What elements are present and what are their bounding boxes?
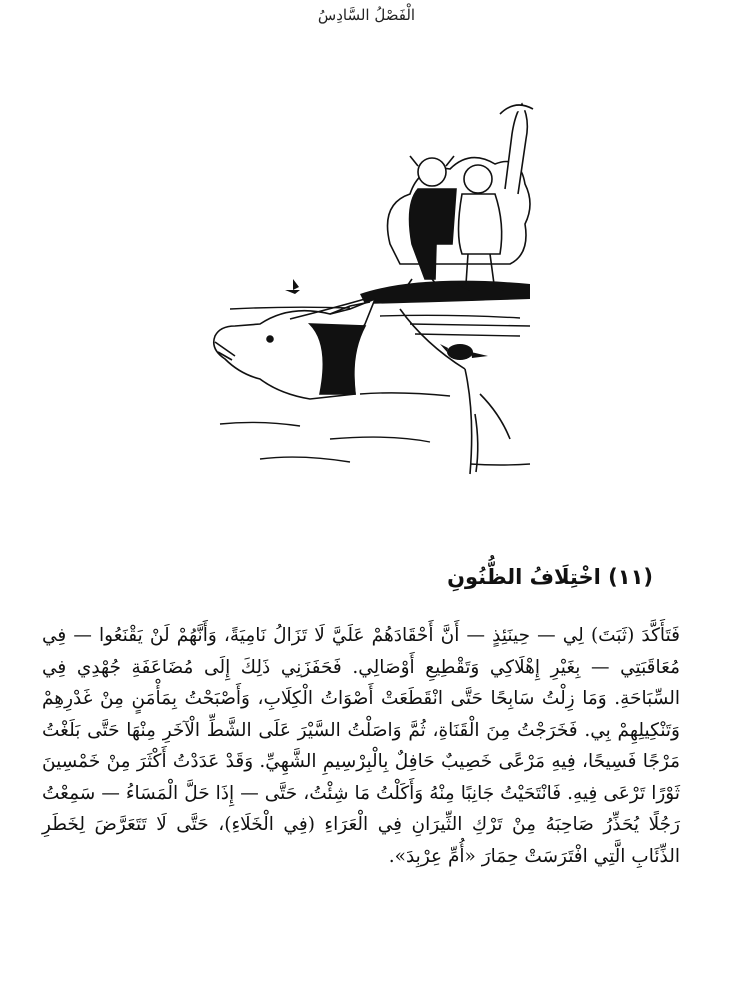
body-text [42,620,680,872]
illustration-icon [200,94,535,479]
body-paragraph: فَتَأَكَّدَ (ثَبَتَ) لِي — حِينَئِذٍ — أَنَّ أَحْقَادَهُمْ عَلَيَّ لَا تَزَالُ نَامِيَةً، وَأَنَّهُمْ لَنْ يَقْنَعُوا — فِي مُعَاقَبَتِي — بِغَيْرِ إِهْلَاكِي وَتَقْطِيعِ أَوْصَالِي. فَحَفَزَنِي ذَلِكَ إِلَى مُضَاعَفَةِ جُهْدِي فِي السِّبَاحَةِ. وَمَا زِلْتُ سَابِحًا حَتَّى انْقَطَعَتْ أَصْوَاتُ الْكِلَابِ، وَأَصْبَحْتُ بِمَأْمَنٍ مِنْ غَدْرِهِمْ وَتَنْكِيلِهِمْ بِي. فَخَرَجْتُ مِنَ الْقَنَاةِ، ثُمَّ وَاصَلْتُ السَّيْرَ عَلَى الشَّطِّ الْآخَرِ مِنْهَا حَتَّى بَلَغْتُ مَرْجًا فَسِيحًا، فِيهِ مَرْعًى خَصِيبٌ حَافِلٌ بِالْبِرْسِيمِ الشَّهِيِّ. وَقَدْ عَدَدْتُ أَكْثَرَ مِنْ خَمْسِينَ ثَوْرًا تَرْعَى فِيهِ. فَانْتَحَيْتُ جَانِبًا مِنْهُ وَأَكَلْتُ مَا شِئْتُ، حَتَّى — إِذَا حَلَّ الْمَسَاءُ — سَمِعْتُ رَجُلًا يُحَذِّرُ صَاحِبَهُ مِنْ تَرْكِ الثِّيرَانِ فِي الْعَرَاءِ (فِي الْخَلَاءِ)، حَتَّى لَا تَتَعَرَّضَ لِخَطَرِ الذِّئَابِ الَّتِي افْتَرَسَتْ حِمَارَ «أُمِّ عِرْبِدَ». [42,625,680,867]
chapter-heading: (١١) اخْتِلَافُ الظُّنُونِ [447,565,653,589]
running-head: الْفَصْلُ السَّادِسُ [317,6,416,24]
